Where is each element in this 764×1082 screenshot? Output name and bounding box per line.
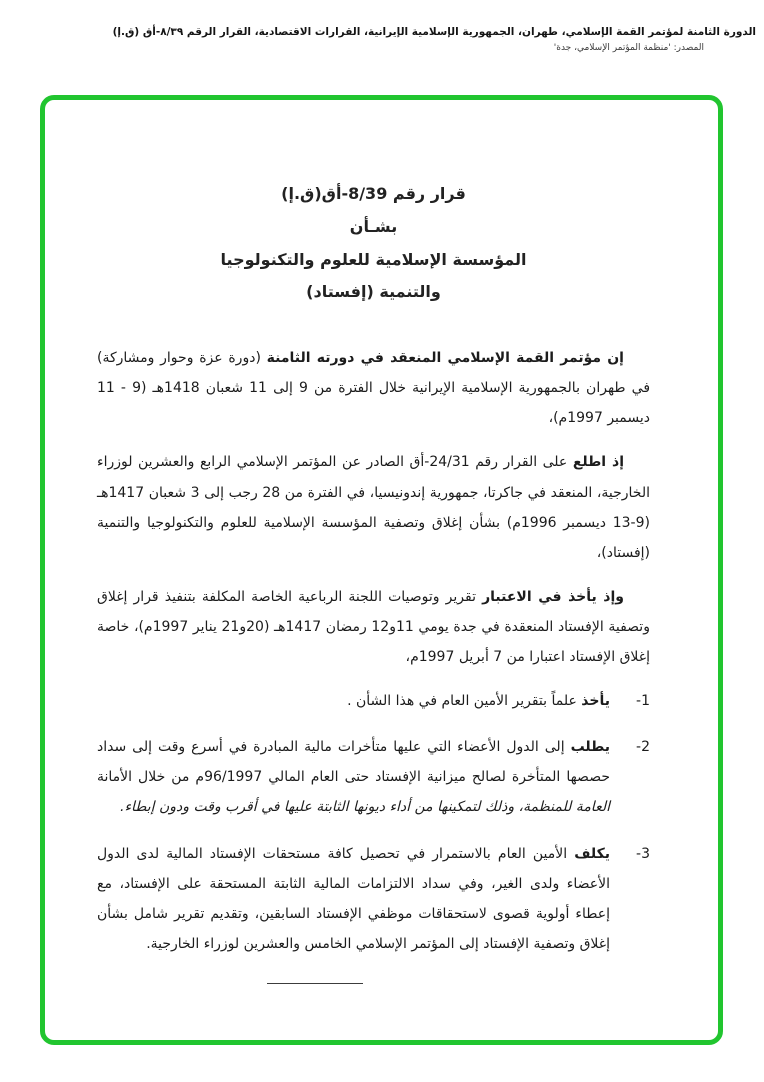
paragraph-lead: إذ اطلع (572, 454, 624, 471)
item-body: الأمين العام بالاستمرار في تحصيل كافة مستحقات الإفستاد المالية لدى الدول الأعضاء ولدى الغير، وفي سداد الالتزامات المالية الثابتة المستحقة على الإفستاد، مع إعطاء أولوية قصوى لاستحقاقات موظفي الإفستاد السابقين، وتقديم تقرير شامل بشأن إغلاق وتصفية الإفستاد إلى المؤتمر الإسلامي الخامس والعشرين لوزراء الخارجية. (97, 845, 610, 952)
document-header (8, 26, 756, 53)
title-subject-line2: والتنمية (إفستاد) (306, 282, 441, 302)
operative-item-3 (97, 839, 650, 959)
item-number: 2- (636, 739, 650, 756)
item-text (97, 732, 610, 822)
header-citation: الدورة الثامنة لمؤتمر القمة الإسلامي، طهران، الجمهورية الإسلامية الإيرانية، القرارات الاقتصادية، القرار الرقم ٨/٣٩-أق (ق.إ) (112, 26, 756, 38)
title-subject-line1: المؤسسة الإسلامية للعلوم والتكنولوجيا (220, 249, 527, 269)
resolution-title (97, 178, 650, 309)
paragraph-lead: وإذ يأخذ في الاعتبار (482, 588, 624, 605)
paragraph-text: على القرار رقم 24/31-أق الصادر عن المؤتمر الإسلامي الرابع والعشرين لوزراء الخارجية، المنعقد في جاكرتا، جمهورية إندونيسيا، في الفترة من 28 رجب إلى 3 شعبان 1417هـ (9-13 ديسمبر 1996م) بشأن إغلاق وتصفية المؤسسة الإسلامية للعلوم والتكنولوجيا والتنمية (إفستاد)، (97, 454, 650, 561)
item-body: إلى الدول الأعضاء التي عليها متأخرات مالية المبادرة في أسرع وقت إلى سداد حصصها المتأخرة لصالح ميزانية الإفستاد حتى العام المالي 96/1997م من خلال الأمانة (97, 739, 610, 786)
operative-item-2 (97, 732, 650, 822)
item-text (97, 839, 610, 959)
item-text (97, 686, 610, 716)
title-regarding: بشـأن (349, 216, 398, 236)
title-resolution-number: قرار رقم 8/39-أق(ق.إ) (281, 184, 466, 203)
item-number: 3- (636, 845, 650, 862)
paragraph-text: (دورة عزة وحوار ومشاركة) في طهران بالجمهورية الإسلامية الإيرانية خلال الفترة من 9 إلى 11 شعبان 1418هـ (9 - 11 ديسمبر 1997م)، (97, 350, 651, 427)
item-lead: يطلب (570, 739, 610, 756)
paragraph-text: تقرير وتوصيات اللجنة الرباعية الخاصة المكلفة بتنفيذ قرار إغلاق وتصفية الإفستاد المنعقدة في جدة يومي 11و12 رمضان 1417هـ (20و21 يناير 1997م)، خاصة إغلاق الإفستاد اعتبارا من 7 أبريل 1997م، (97, 588, 650, 666)
operative-item-1 (97, 686, 650, 716)
item-body: علماً بتقرير الأمين العام في هذا الشأن . (347, 693, 582, 710)
preamble-paragraph-3 (97, 582, 650, 672)
footer-divider (267, 983, 363, 984)
item-number: 1- (636, 693, 650, 710)
scanned-page (40, 95, 723, 1045)
item-lead: يكلف (574, 845, 610, 862)
item-lead: يأخذ (581, 693, 610, 710)
item-body-italic: العامة للمنظمة، وذلك لتمكينها من أداء ديونها الثابتة عليها في أقرب وقت ودون إبطاء. (120, 799, 610, 816)
header-source: المصدر: 'منظمة المؤتمر الإسلامي، جدة' (553, 43, 704, 53)
paragraph-lead: إن مؤتمر القمة الإسلامي المنعقد في دورته الثامنة (266, 350, 624, 367)
preamble-paragraph-1 (97, 343, 650, 433)
preamble-paragraph-2 (97, 447, 650, 567)
